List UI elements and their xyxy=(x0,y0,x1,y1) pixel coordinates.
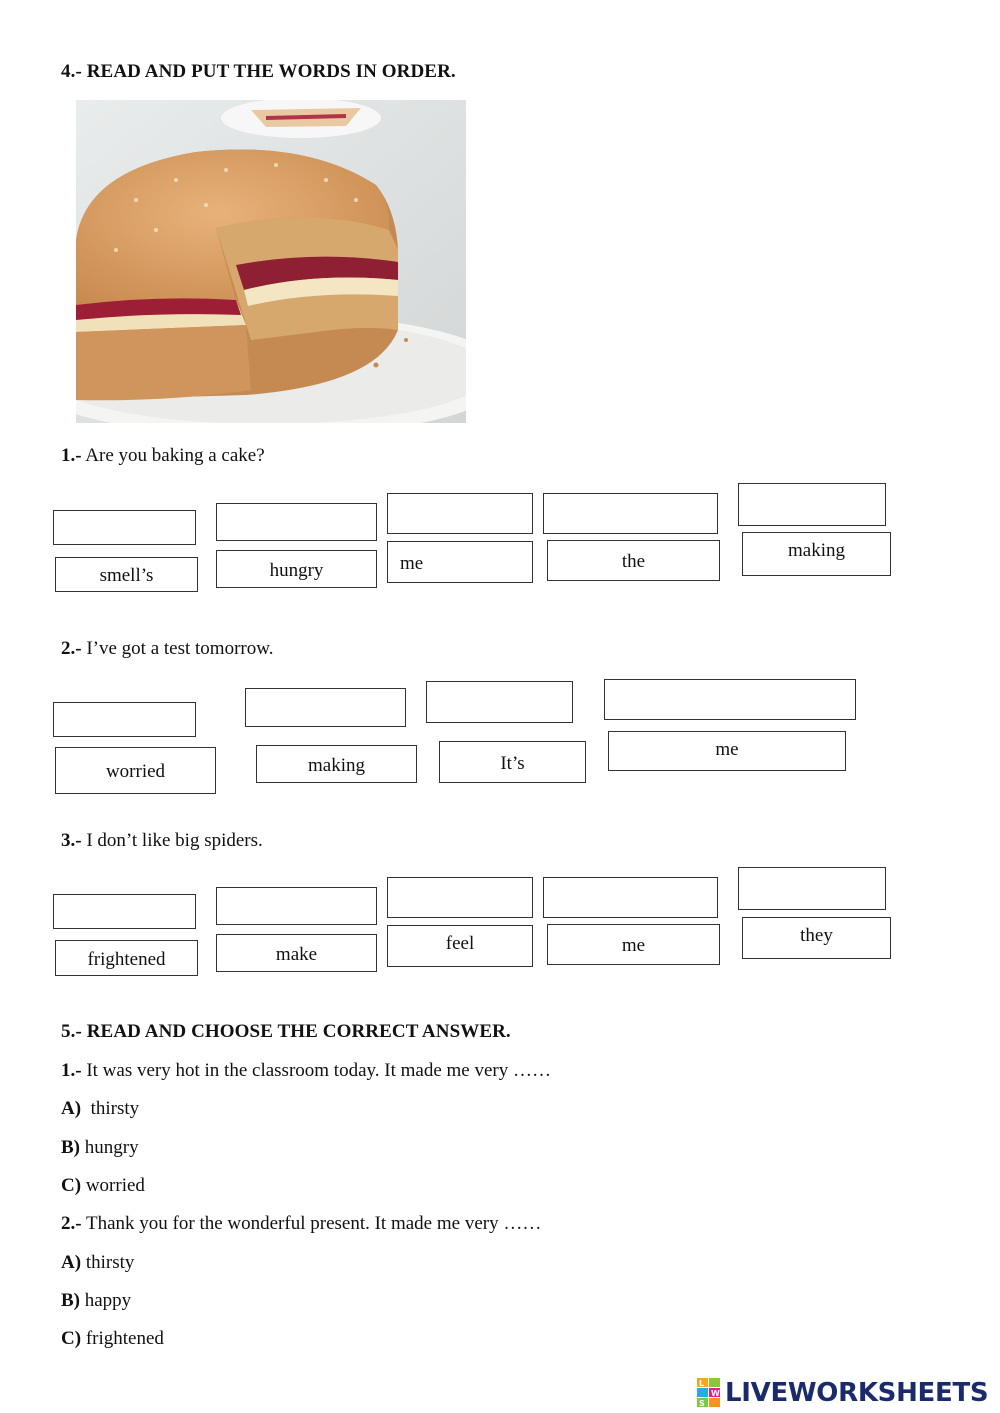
section-4-title: 4.- READ AND PUT THE WORDS IN ORDER. xyxy=(61,61,456,82)
answer-box[interactable] xyxy=(245,688,406,727)
cake-photo xyxy=(76,100,466,423)
answer-box[interactable] xyxy=(543,877,718,918)
mc-option[interactable]: A) thirsty xyxy=(61,1252,135,1273)
question-2-prompt: 2.- I’ve got a test tomorrow. xyxy=(61,638,274,659)
mc-option[interactable]: B) hungry xyxy=(61,1137,139,1158)
word-tile[interactable]: making xyxy=(256,745,417,783)
word-tile[interactable]: me xyxy=(608,731,846,771)
liveworksheets-logo xyxy=(697,1376,988,1410)
answer-box[interactable] xyxy=(387,493,533,534)
mc-option[interactable]: A) thirsty xyxy=(61,1098,140,1119)
answer-box[interactable] xyxy=(738,867,886,910)
mc-option[interactable]: C) frightened xyxy=(61,1328,164,1349)
word-tile[interactable]: frightened xyxy=(55,940,198,976)
answer-box[interactable] xyxy=(53,510,196,545)
word-tile[interactable]: make xyxy=(216,934,377,972)
word-tile[interactable]: worried xyxy=(55,747,216,794)
answer-box[interactable] xyxy=(53,894,196,929)
question-1-prompt: 1.- Are you baking a cake? xyxy=(61,445,265,466)
answer-box[interactable] xyxy=(738,483,886,526)
answer-box[interactable] xyxy=(604,679,856,720)
mc-question-1: 1.- It was very hot in the classroom today. It made me very …… xyxy=(61,1060,552,1081)
brand-name: LIVEWORKSHEETS xyxy=(725,1378,989,1408)
mc-option[interactable]: B) happy xyxy=(61,1290,132,1311)
answer-box[interactable] xyxy=(53,702,196,737)
svg-text:L: L xyxy=(699,1379,705,1388)
answer-box[interactable] xyxy=(387,877,533,918)
section-5-title: 5.- READ AND CHOOSE THE CORRECT ANSWER. xyxy=(61,1021,511,1042)
word-tile[interactable]: the xyxy=(547,540,720,581)
answer-box[interactable] xyxy=(216,887,377,925)
svg-text:S: S xyxy=(699,1399,705,1408)
answer-box[interactable] xyxy=(543,493,718,534)
answer-box[interactable] xyxy=(216,503,377,541)
liveworksheets-logo-icon xyxy=(697,1378,721,1408)
answer-box[interactable] xyxy=(426,681,573,723)
word-tile[interactable]: feel xyxy=(387,925,533,967)
svg-text:W: W xyxy=(711,1389,720,1398)
word-tile[interactable]: me xyxy=(547,924,720,965)
mc-question-2: 2.- Thank you for the wonderful present. It made me very …… xyxy=(61,1213,542,1234)
word-tile[interactable]: smell’s xyxy=(55,557,198,592)
word-tile[interactable]: making xyxy=(742,532,891,576)
word-tile[interactable]: they xyxy=(742,917,891,959)
word-tile[interactable]: hungry xyxy=(216,550,377,588)
question-3-prompt: 3.- I don’t like big spiders. xyxy=(61,830,263,851)
word-tile[interactable]: It’s xyxy=(439,741,586,783)
mc-option[interactable]: C) worried xyxy=(61,1175,145,1196)
word-tile[interactable]: me xyxy=(387,541,533,583)
